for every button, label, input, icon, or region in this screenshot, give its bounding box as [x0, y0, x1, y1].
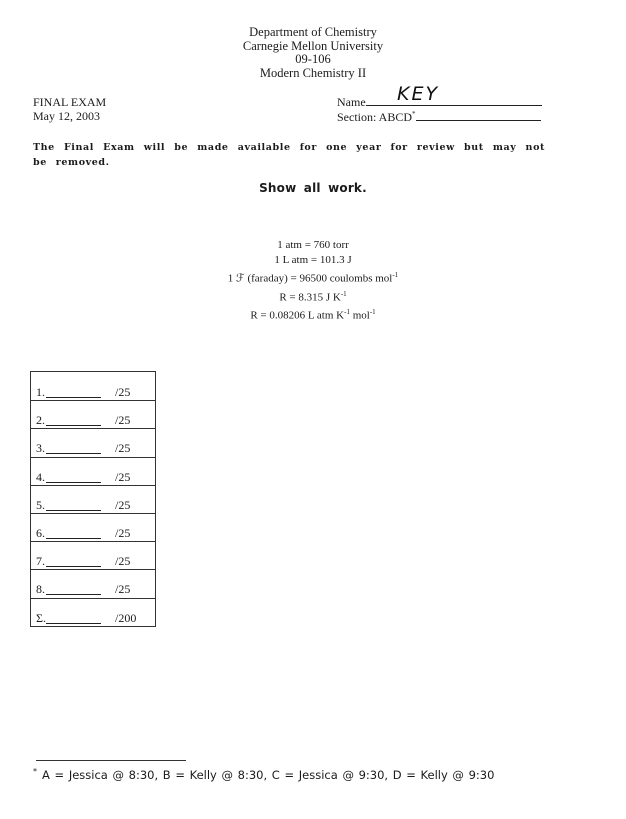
question-number: Σ. [36, 610, 46, 625]
score-blank [46, 397, 101, 398]
course-number: 09-106 [295, 52, 331, 67]
max-points: /25 [115, 469, 131, 484]
score-row [31, 428, 155, 457]
score-blank [46, 453, 101, 454]
max-points: /25 [115, 385, 131, 399]
question-number: 2. [36, 413, 45, 428]
review-notice: The Final Exam will be made available for one year for review but may not be removed. [33, 142, 545, 168]
max-points: /25 [115, 441, 131, 456]
score-table [30, 371, 156, 627]
score-row [31, 372, 155, 401]
constant-faraday-exp: -1 [392, 271, 399, 279]
exam-date: May 12, 2003 [33, 108, 100, 123]
exam-info [33, 96, 106, 123]
constant-r1-text: R = 8.315 J K [279, 291, 341, 304]
constant-faraday-text: 1 ℱ (faraday) = 96500 coulombs mol [227, 272, 393, 285]
score-blank [46, 538, 101, 539]
max-points: /25 [115, 526, 131, 540]
score-blank [46, 566, 101, 567]
score-blank [46, 623, 101, 624]
max-points: /25 [115, 554, 131, 569]
question-number: 6. [36, 526, 45, 540]
section-marker: * [412, 110, 416, 118]
constant-r2-mol: mol [349, 309, 370, 322]
constants-list [0, 238, 626, 324]
footnote-rule [36, 760, 186, 761]
student-info [337, 83, 542, 124]
constant-atm: 1 atm = 760 torr [277, 239, 349, 251]
constant-r2: R = 0.08206 L atm $K^{-1}$ mol$^{-1}$ [250, 308, 376, 322]
score-blank [46, 594, 101, 595]
name-row [337, 83, 542, 109]
footnote-text: A = Jessica @ 8:30, B = Kelly @ 8:30, C = Jessica @ 9:30, D = Kelly @ 9:30 [42, 767, 495, 782]
name-line [366, 93, 542, 106]
exam-title: FINAL EXAM [33, 95, 107, 109]
score-blank [46, 425, 101, 426]
constant-r2-exp: -1 [344, 308, 350, 317]
question-number: 5. [36, 497, 45, 512]
question-number: 3. [36, 441, 45, 456]
max-points: /200 [115, 610, 137, 625]
document-header [0, 26, 626, 80]
max-points: /25 [115, 582, 131, 597]
score-row [31, 457, 155, 486]
constant-r2-text: R = 0.08206 L atm K [250, 309, 345, 322]
score-row [31, 569, 155, 598]
course-name: Modern Chemistry II [259, 65, 367, 80]
instruction: Show all work. [259, 181, 367, 195]
constant-r1 [0, 287, 626, 306]
question-number: 8. [36, 582, 45, 597]
question-number: 7. [36, 554, 45, 569]
question-number: 4. [36, 469, 45, 484]
name-value: KEY [397, 83, 440, 105]
score-row [31, 541, 155, 570]
score-blank [46, 482, 101, 483]
question-number: 1. [36, 385, 45, 399]
department-name: Department of Chemistry [249, 25, 377, 39]
constant-r1-exp: -1 [340, 289, 347, 298]
score-blank [46, 510, 101, 511]
max-points: /25 [115, 413, 131, 428]
constant-faraday [0, 268, 626, 287]
university-name: Carnegie Mellon University [242, 38, 384, 53]
score-row [31, 513, 155, 542]
score-row [31, 598, 155, 626]
footnote-marker: * [33, 767, 37, 776]
constant-l-atm: 1 L atm = 101.3 J [274, 254, 352, 266]
section-line [416, 108, 541, 121]
score-row [31, 485, 155, 514]
section-footnote [33, 767, 494, 782]
name-label: Name [337, 95, 366, 109]
section-label: Section: ABCD [337, 110, 413, 124]
score-row [31, 400, 155, 429]
max-points: /25 [115, 497, 131, 512]
section-row [337, 108, 542, 123]
